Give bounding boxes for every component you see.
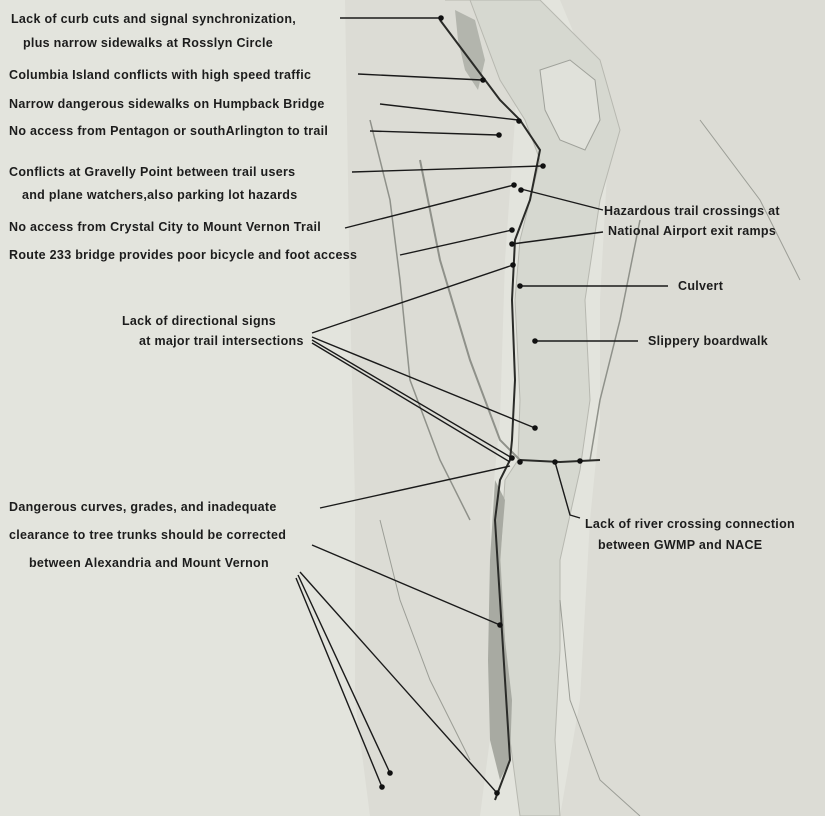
marker-river-east [577,458,583,464]
label-columbia: Columbia Island conflicts with high speed traffic [9,68,312,82]
marker-curves-d [379,784,385,790]
marker-hazard-2 [509,241,515,247]
label-pentagon: No access from Pentagon or southArlington to trail [9,124,329,138]
label-river-line2: between GWMP and NACE [598,538,763,552]
label-crystal: No access from Crystal City to Mount Vernon Trail [9,220,321,234]
marker-humpback [516,118,522,124]
marker-columbia [480,77,486,83]
label-rosslyn-line1: Lack of curb cuts and signal synchronization, [11,12,297,26]
label-gravelly-line1: Conflicts at Gravelly Point between trail users [9,165,296,179]
marker-curves-b [497,622,503,628]
marker-river-west [552,459,558,465]
marker-signs-c [509,455,515,461]
label-river-line1: Lack of river crossing connection [585,517,795,531]
label-humpback: Narrow dangerous sidewalks on Humpback Bridge [9,97,325,111]
marker-signs-b [532,425,538,431]
marker-gravelly [540,163,546,169]
label-gravelly-line2: and plane watchers,also parking lot hazards [22,188,298,202]
marker-signs-a [510,262,516,268]
marker-route233 [509,227,515,233]
marker-boardwalk [532,338,538,344]
marker-hazard-1 [518,187,524,193]
marker-rosslyn [438,15,444,21]
marker-curves-e [494,790,500,796]
label-curves-line2: clearance to tree trunks should be corrected [9,528,287,542]
label-culvert: Culvert [678,279,724,293]
marker-junction [517,459,523,465]
label-boardwalk: Slippery boardwalk [648,334,769,348]
marker-culvert [517,283,523,289]
label-hazardous-line2: National Airport exit ramps [608,224,777,238]
label-route233: Route 233 bridge provides poor bicycle and foot access [9,248,358,262]
label-signs-line2: at major trail intersections [139,334,304,348]
marker-curves-c [387,770,393,776]
label-hazardous-line1: Hazardous trail crossings at [604,204,780,218]
marker-crystal [511,182,517,188]
label-signs-line1: Lack of directional signs [122,314,277,328]
label-curves-line1: Dangerous curves, grades, and inadequate [9,500,277,514]
marker-pentagon [496,132,502,138]
label-rosslyn-line2: plus narrow sidewalks at Rosslyn Circle [23,36,273,50]
label-curves-line3: between Alexandria and Mount Vernon [29,556,269,570]
